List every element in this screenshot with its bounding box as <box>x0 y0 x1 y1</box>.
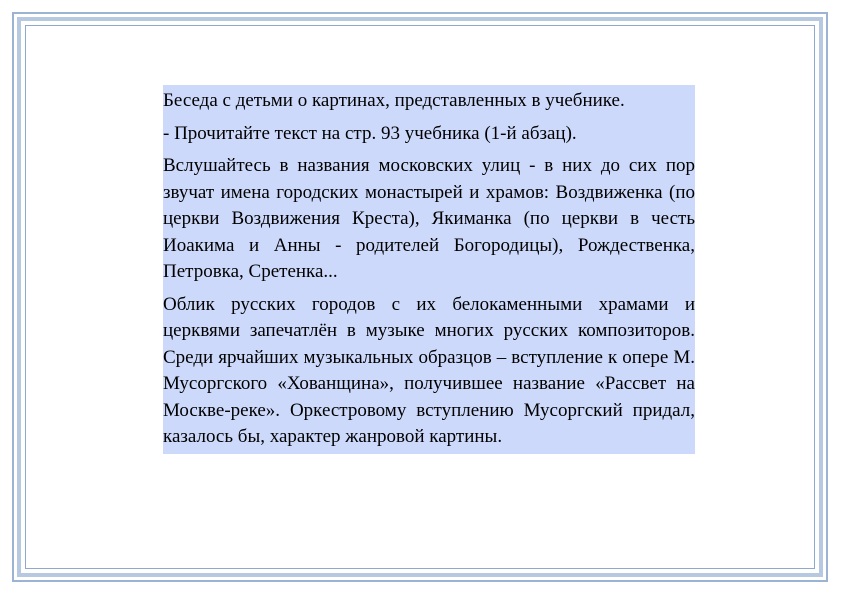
highlighted-text-block <box>163 85 695 454</box>
paragraph-reading-task: - Прочитайте текст на стр. 93 учебника (1-й абзац). <box>163 122 577 144</box>
paragraph-moscow-streets: Вслушайтесь в названия московских улиц - в них до сих пор звучат имена городских монастырей и храмов: Воздвиженка (по церкви Воздвижения Креста), Якиманка (по церкви в честь Иоакима и Анны - родителей Богородицы), Рождественка, Петровка, Сретенка... <box>163 155 695 282</box>
paragraph-music: Облик русских городов с их белокаменными храмами и церквями запечатлён в музыке многих русских композиторов. Среди ярчайших музыкальных образцов – вступление к опере М. Мусоргского «Хованщина», получившее название «Рассвет на Москве-реке». Оркестровому вступлению Мусоргский придал, казалось бы, характер жанровой картины. <box>163 293 695 447</box>
paragraph-conversation: Беседа с детьми о картинах, представленных в учебнике. <box>163 90 625 111</box>
